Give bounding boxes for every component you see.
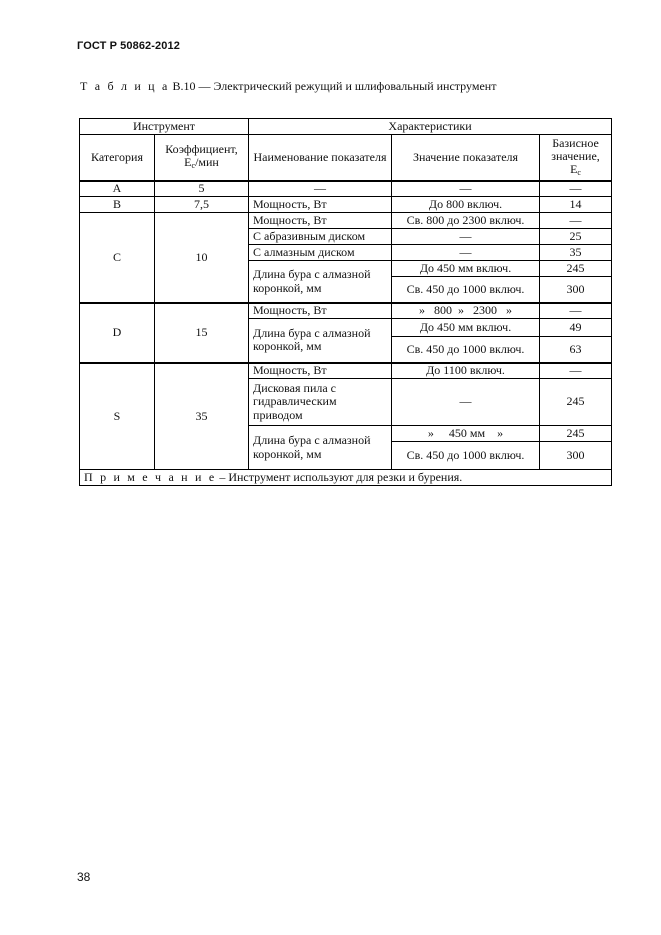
indicator-value-cell: — bbox=[392, 181, 540, 197]
base-value-cell: 300 bbox=[540, 442, 612, 470]
table-note-row bbox=[80, 470, 612, 486]
indicator-value-cell: Св. 450 до 1000 включ. bbox=[392, 277, 540, 303]
indicator-value-cell: Св. 450 до 1000 включ. bbox=[392, 337, 540, 363]
table-row-s-1 bbox=[80, 363, 612, 379]
column-header-indicator-value: Значение показателя bbox=[392, 135, 540, 181]
indicator-value-cell: — bbox=[392, 379, 540, 426]
indicator-name-cell: Длина бура с алмазной коронкой, мм bbox=[249, 261, 392, 303]
indicator-value-cell: До 1100 включ. bbox=[392, 363, 540, 379]
caption-number: В.10 bbox=[172, 79, 196, 93]
indicator-value-cell: До 450 мм включ. bbox=[392, 261, 540, 277]
base-value-cell: — bbox=[540, 303, 612, 319]
coefficient-subscript: c bbox=[191, 161, 196, 171]
coefficient-label: Коэффициент, bbox=[165, 142, 238, 157]
base-value-cell: — bbox=[540, 181, 612, 197]
coefficient-cell: 5 bbox=[155, 181, 249, 197]
note-label: П р и м е ч а н и е bbox=[84, 469, 217, 484]
group-header-instrument: Инструмент bbox=[80, 119, 249, 135]
table-row-b bbox=[80, 197, 612, 213]
base-value-cell: 63 bbox=[540, 337, 612, 363]
coefficient-cell: 15 bbox=[155, 303, 249, 363]
indicator-value-cell: » 800 » 2300 » bbox=[392, 303, 540, 319]
coefficient-unit: /мин bbox=[195, 155, 219, 170]
base-value-cell: 245 bbox=[540, 261, 612, 277]
column-header-category: Категория bbox=[80, 135, 155, 181]
characteristics-table bbox=[79, 118, 612, 486]
indicator-name-cell: Длина бура с алмазной коронкой, мм bbox=[249, 319, 392, 363]
base-value-symbol: E bbox=[570, 162, 578, 177]
category-cell: A bbox=[80, 181, 155, 197]
table-row-a bbox=[80, 181, 612, 197]
indicator-name-cell: Мощность, Вт bbox=[249, 363, 392, 379]
base-value-cell: 49 bbox=[540, 319, 612, 337]
base-value-cell: 245 bbox=[540, 426, 612, 442]
caption-label: Т а б л и ц а bbox=[80, 79, 170, 93]
document-header: ГОСТ Р 50862-2012 bbox=[77, 40, 180, 52]
indicator-name-cell: С алмазным диском bbox=[249, 245, 392, 261]
page-number: 38 bbox=[77, 870, 91, 884]
indicator-value-cell: До 450 мм включ. bbox=[392, 319, 540, 337]
group-header-characteristics: Характеристики bbox=[249, 119, 612, 135]
indicator-value-cell: — bbox=[392, 229, 540, 245]
table-row-c-1 bbox=[80, 213, 612, 229]
base-value-cell: 14 bbox=[540, 197, 612, 213]
category-cell: C bbox=[80, 213, 155, 303]
indicator-name-cell: Дисковая пила с гидравлическим приводом bbox=[249, 379, 392, 426]
coefficient-cell: 35 bbox=[155, 363, 249, 470]
indicator-name-cell: Мощность, Вт bbox=[249, 213, 392, 229]
coefficient-cell: 10 bbox=[155, 213, 249, 303]
indicator-value-cell: Св. 800 до 2300 включ. bbox=[392, 213, 540, 229]
column-header-base-value bbox=[540, 135, 612, 181]
note-text: – Инструмент используют для резки и бурения. bbox=[219, 469, 463, 484]
base-value-cell: 35 bbox=[540, 245, 612, 261]
category-cell: S bbox=[80, 363, 155, 470]
table-caption bbox=[80, 79, 496, 94]
indicator-name-cell: Мощность, Вт bbox=[249, 303, 392, 319]
indicator-value-cell: До 800 включ. bbox=[392, 197, 540, 213]
indicator-name-cell: Мощность, Вт bbox=[249, 197, 392, 213]
category-cell: D bbox=[80, 303, 155, 363]
indicator-name-cell: Длина бура с алмазной коронкой, мм bbox=[249, 426, 392, 470]
base-value-subscript: c bbox=[577, 168, 581, 178]
column-header-coefficient bbox=[155, 135, 249, 181]
table-column-header-row bbox=[80, 135, 612, 181]
caption-title: — Электрический режущий и шлифовальный инструмент bbox=[198, 79, 497, 93]
base-value-cell: — bbox=[540, 213, 612, 229]
column-header-indicator-name: Наименование показателя bbox=[249, 135, 392, 181]
base-value-cell: 25 bbox=[540, 229, 612, 245]
table-group-header-row bbox=[80, 119, 612, 135]
base-value-cell: — bbox=[540, 363, 612, 379]
category-cell: B bbox=[80, 197, 155, 213]
indicator-name-cell: С абразивным диском bbox=[249, 229, 392, 245]
table-note bbox=[80, 470, 612, 486]
base-value-cell: 300 bbox=[540, 277, 612, 303]
coefficient-symbol: E bbox=[184, 155, 192, 170]
indicator-value-cell: » 450 мм » bbox=[392, 426, 540, 442]
coefficient-cell: 7,5 bbox=[155, 197, 249, 213]
base-value-cell: 245 bbox=[540, 379, 612, 426]
table-row-d-1 bbox=[80, 303, 612, 319]
indicator-value-cell: Св. 450 до 1000 включ. bbox=[392, 442, 540, 470]
indicator-value-cell: — bbox=[392, 245, 540, 261]
base-value-label: Базисное значение, bbox=[551, 135, 600, 163]
indicator-name-cell: — bbox=[249, 181, 392, 197]
